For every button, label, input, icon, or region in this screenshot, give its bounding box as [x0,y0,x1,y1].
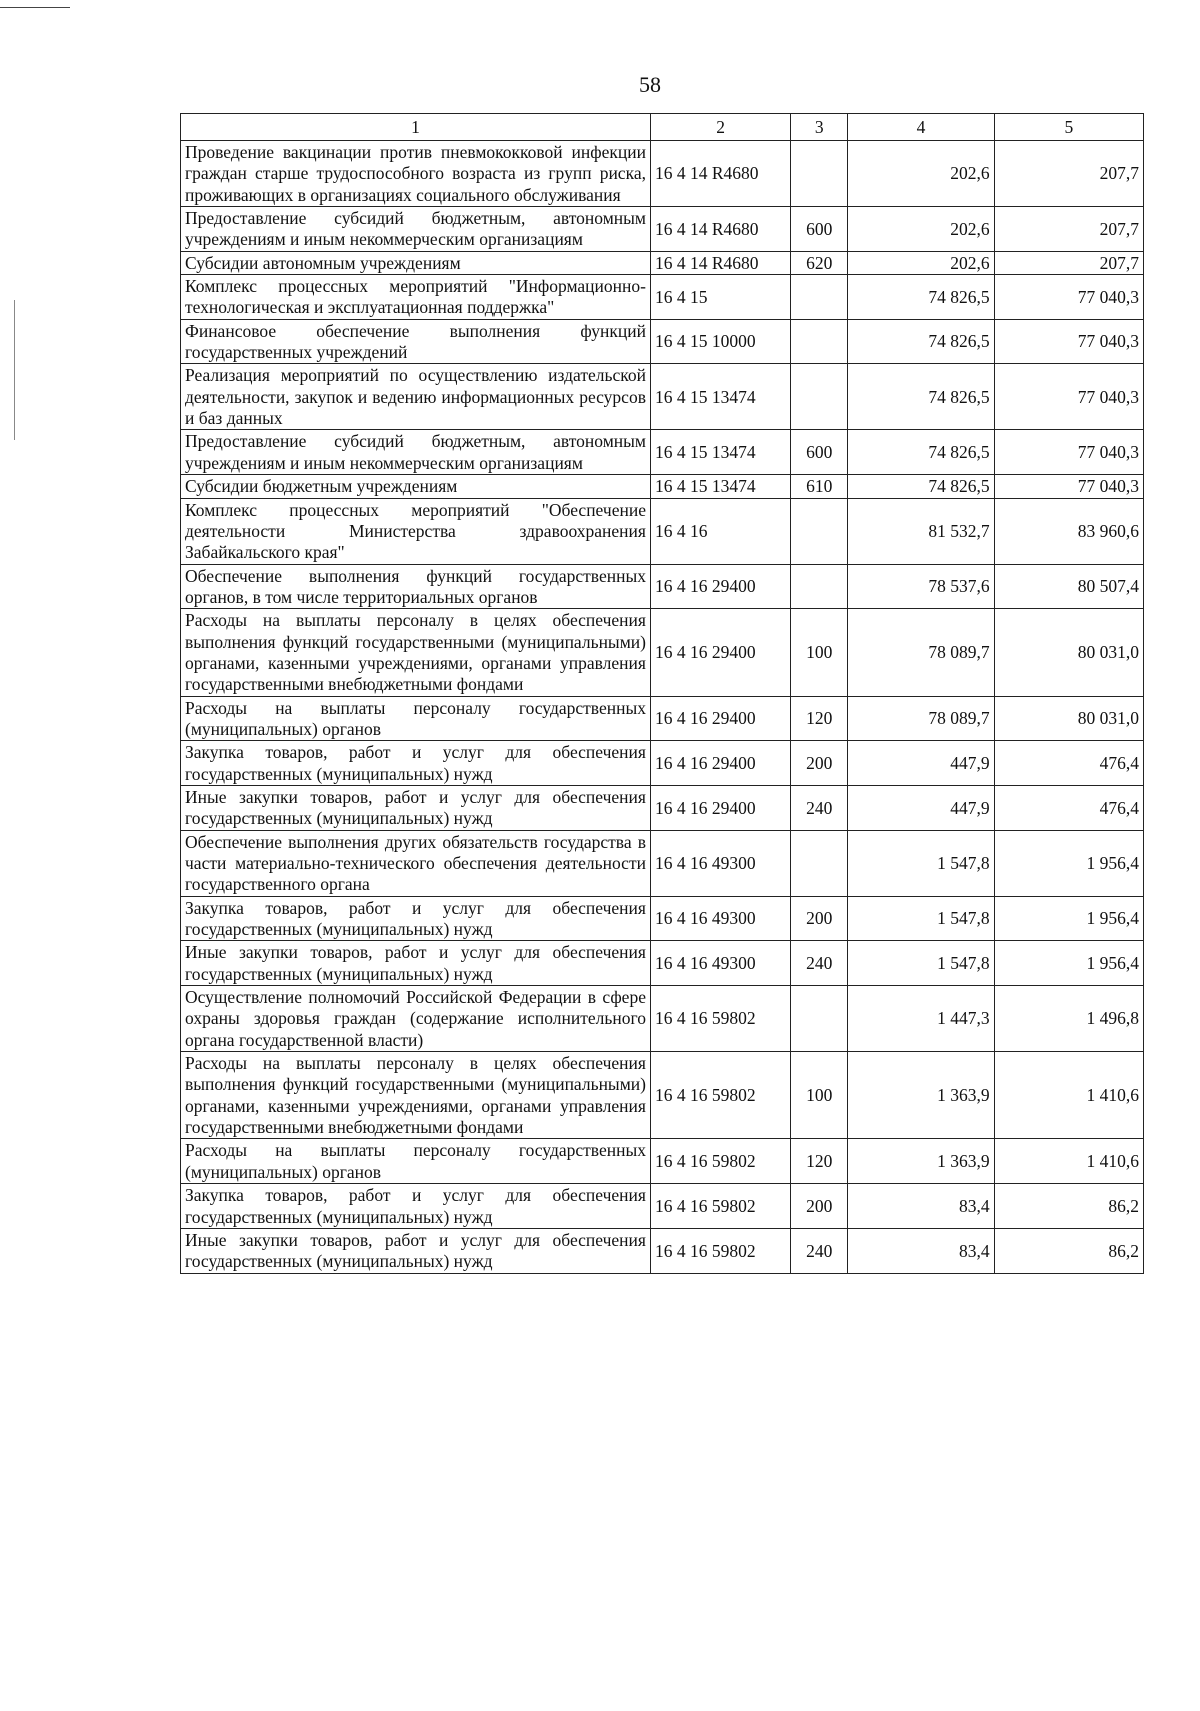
row-name-cell: Комплекс процессных мероприятий "Обеспечение деятельности Министерства здравоохранения Забайкальского края" [181,498,651,564]
header-col-1: 1 [181,114,651,141]
header-col-3: 3 [791,114,848,141]
row-type-cell [791,986,848,1052]
row-amount-year2-cell: 1 956,4 [994,896,1143,941]
row-name-cell: Закупка товаров, работ и услуг для обеспечения государственных (муниципальных) нужд [181,896,651,941]
row-type-cell: 120 [791,1139,848,1184]
row-code-cell: 16 4 14 R4680 [650,141,790,207]
row-amount-year2-cell: 207,7 [994,207,1143,252]
row-amount-year2-cell: 80 031,0 [994,696,1143,741]
table-row [181,564,1144,609]
budget-table [180,113,1144,1274]
row-amount-year1-cell: 1 547,8 [848,830,994,896]
row-amount-year2-cell: 476,4 [994,741,1143,786]
row-name-cell: Предоставление субсидий бюджетным, автономным учреждениям и иным некоммерческим организациям [181,430,651,475]
table-row [181,785,1144,830]
row-type-cell [791,141,848,207]
row-amount-year1-cell: 202,6 [848,251,994,274]
table-row [181,141,1144,207]
row-name-cell: Расходы на выплаты персоналу в целях обеспечения выполнения функций государственными (муниципальными) органами, казенными учреждениями, органами управления государственными внебюджетными фондами [181,1052,651,1139]
row-name-cell: Финансовое обеспечение выполнения функций государственных учреждений [181,319,651,364]
row-amount-year1-cell: 83,4 [848,1184,994,1229]
row-code-cell: 16 4 15 13474 [650,364,790,430]
table-row [181,1139,1144,1184]
row-code-cell: 16 4 16 29400 [650,741,790,786]
row-amount-year1-cell: 1 547,8 [848,896,994,941]
table-row [181,207,1144,252]
table-row [181,364,1144,430]
row-code-cell: 16 4 15 10000 [650,319,790,364]
row-code-cell: 16 4 15 13474 [650,430,790,475]
row-amount-year2-cell: 1 410,6 [994,1052,1143,1139]
table-row [181,830,1144,896]
row-code-cell: 16 4 16 59802 [650,986,790,1052]
table-row [181,896,1144,941]
row-code-cell: 16 4 16 [650,498,790,564]
row-name-cell: Реализация мероприятий по осуществлению издательской деятельности, закупок и ведению информационных ресурсов и баз данных [181,364,651,430]
table-row [181,741,1144,786]
row-code-cell: 16 4 16 49300 [650,896,790,941]
header-col-5: 5 [994,114,1143,141]
row-amount-year2-cell: 1 496,8 [994,986,1143,1052]
row-name-cell: Обеспечение выполнения других обязательств государства в части материально-технического обеспечения деятельности государственного органа [181,830,651,896]
table-row [181,430,1144,475]
row-type-cell: 240 [791,1228,848,1273]
row-code-cell: 16 4 16 29400 [650,609,790,696]
row-code-cell: 16 4 16 29400 [650,696,790,741]
row-name-cell: Закупка товаров, работ и услуг для обеспечения государственных (муниципальных) нужд [181,741,651,786]
row-type-cell [791,564,848,609]
row-name-cell: Субсидии бюджетным учреждениям [181,475,651,498]
row-code-cell: 16 4 16 59802 [650,1184,790,1229]
row-type-cell: 600 [791,207,848,252]
row-amount-year2-cell: 207,7 [994,251,1143,274]
row-name-cell: Предоставление субсидий бюджетным, автономным учреждениям и иным некоммерческим организациям [181,207,651,252]
row-amount-year2-cell: 80 507,4 [994,564,1143,609]
row-type-cell: 610 [791,475,848,498]
row-amount-year1-cell: 202,6 [848,207,994,252]
row-amount-year2-cell: 1 956,4 [994,941,1143,986]
row-type-cell [791,830,848,896]
row-type-cell: 200 [791,741,848,786]
row-code-cell: 16 4 16 59802 [650,1139,790,1184]
row-name-cell: Субсидии автономным учреждениям [181,251,651,274]
row-amount-year2-cell: 86,2 [994,1228,1143,1273]
row-amount-year1-cell: 83,4 [848,1228,994,1273]
row-name-cell: Осуществление полномочий Российской Федерации в сфере охраны здоровья граждан (содержание исполнительного органа государственной власти) [181,986,651,1052]
row-name-cell: Обеспечение выполнения функций государственных органов, в том числе территориальных органов [181,564,651,609]
row-amount-year1-cell: 81 532,7 [848,498,994,564]
table-row [181,1184,1144,1229]
row-code-cell: 16 4 16 49300 [650,941,790,986]
row-code-cell: 16 4 15 [650,275,790,320]
page-number: 58 [639,72,661,97]
row-name-cell: Комплекс процессных мероприятий "Информационно-технологическая и эксплуатационная поддержка" [181,275,651,320]
row-amount-year2-cell: 86,2 [994,1184,1143,1229]
table-row [181,319,1144,364]
table-row [181,609,1144,696]
row-type-cell: 600 [791,430,848,475]
row-name-cell: Иные закупки товаров, работ и услуг для обеспечения государственных (муниципальных) нужд [181,1228,651,1273]
row-amount-year1-cell: 78 089,7 [848,609,994,696]
row-amount-year1-cell: 74 826,5 [848,430,994,475]
row-amount-year1-cell: 1 363,9 [848,1052,994,1139]
row-type-cell: 200 [791,896,848,941]
row-amount-year2-cell: 80 031,0 [994,609,1143,696]
row-code-cell: 16 4 14 R4680 [650,251,790,274]
row-type-cell [791,498,848,564]
row-amount-year1-cell: 78 537,6 [848,564,994,609]
row-name-cell: Расходы на выплаты персоналу в целях обеспечения выполнения функций государственными (муниципальными) органами, казенными учреждениями, органами управления государственными внебюджетными фондами [181,609,651,696]
row-amount-year1-cell: 1 447,3 [848,986,994,1052]
scan-edge-mark-top [0,7,70,8]
row-type-cell [791,275,848,320]
row-type-cell: 620 [791,251,848,274]
row-type-cell: 120 [791,696,848,741]
row-amount-year1-cell: 74 826,5 [848,275,994,320]
table-row [181,986,1144,1052]
row-type-cell: 240 [791,785,848,830]
table-row [181,696,1144,741]
row-name-cell: Проведение вакцинации против пневмококковой инфекции граждан старше трудоспособного возраста из групп риска, проживающих в организациях социального обслуживания [181,141,651,207]
table-row [181,251,1144,274]
row-amount-year1-cell: 447,9 [848,741,994,786]
row-amount-year2-cell: 77 040,3 [994,364,1143,430]
row-code-cell: 16 4 14 R4680 [650,207,790,252]
header-row [181,114,1144,141]
header-col-2: 2 [650,114,790,141]
row-amount-year2-cell: 207,7 [994,141,1143,207]
row-type-cell: 100 [791,609,848,696]
row-type-cell: 100 [791,1052,848,1139]
row-amount-year2-cell: 77 040,3 [994,275,1143,320]
row-amount-year2-cell: 77 040,3 [994,430,1143,475]
row-amount-year2-cell: 1 956,4 [994,830,1143,896]
row-name-cell: Закупка товаров, работ и услуг для обеспечения государственных (муниципальных) нужд [181,1184,651,1229]
row-name-cell: Расходы на выплаты персоналу государственных (муниципальных) органов [181,1139,651,1184]
row-amount-year1-cell: 447,9 [848,785,994,830]
header-col-4: 4 [848,114,994,141]
row-type-cell [791,319,848,364]
table-row [181,498,1144,564]
row-code-cell: 16 4 16 59802 [650,1052,790,1139]
row-code-cell: 16 4 16 29400 [650,564,790,609]
table-row [181,475,1144,498]
table-row [181,1228,1144,1273]
row-amount-year1-cell: 74 826,5 [848,319,994,364]
row-code-cell: 16 4 16 49300 [650,830,790,896]
row-amount-year1-cell: 78 089,7 [848,696,994,741]
row-amount-year1-cell: 1 363,9 [848,1139,994,1184]
row-amount-year1-cell: 74 826,5 [848,364,994,430]
table-row [181,1052,1144,1139]
row-amount-year2-cell: 77 040,3 [994,319,1143,364]
row-type-cell [791,364,848,430]
row-code-cell: 16 4 16 29400 [650,785,790,830]
row-amount-year1-cell: 74 826,5 [848,475,994,498]
scan-edge-mark-left [14,300,15,440]
row-type-cell: 240 [791,941,848,986]
row-name-cell: Иные закупки товаров, работ и услуг для обеспечения государственных (муниципальных) нужд [181,785,651,830]
row-amount-year2-cell: 1 410,6 [994,1139,1143,1184]
row-amount-year2-cell: 83 960,6 [994,498,1143,564]
table-row [181,941,1144,986]
row-amount-year2-cell: 476,4 [994,785,1143,830]
row-amount-year1-cell: 202,6 [848,141,994,207]
row-code-cell: 16 4 16 59802 [650,1228,790,1273]
table-body [181,141,1144,1274]
row-name-cell: Расходы на выплаты персоналу государственных (муниципальных) органов [181,696,651,741]
row-name-cell: Иные закупки товаров, работ и услуг для обеспечения государственных (муниципальных) нужд [181,941,651,986]
row-code-cell: 16 4 15 13474 [650,475,790,498]
table-row [181,275,1144,320]
row-type-cell: 200 [791,1184,848,1229]
row-amount-year2-cell: 77 040,3 [994,475,1143,498]
row-amount-year1-cell: 1 547,8 [848,941,994,986]
